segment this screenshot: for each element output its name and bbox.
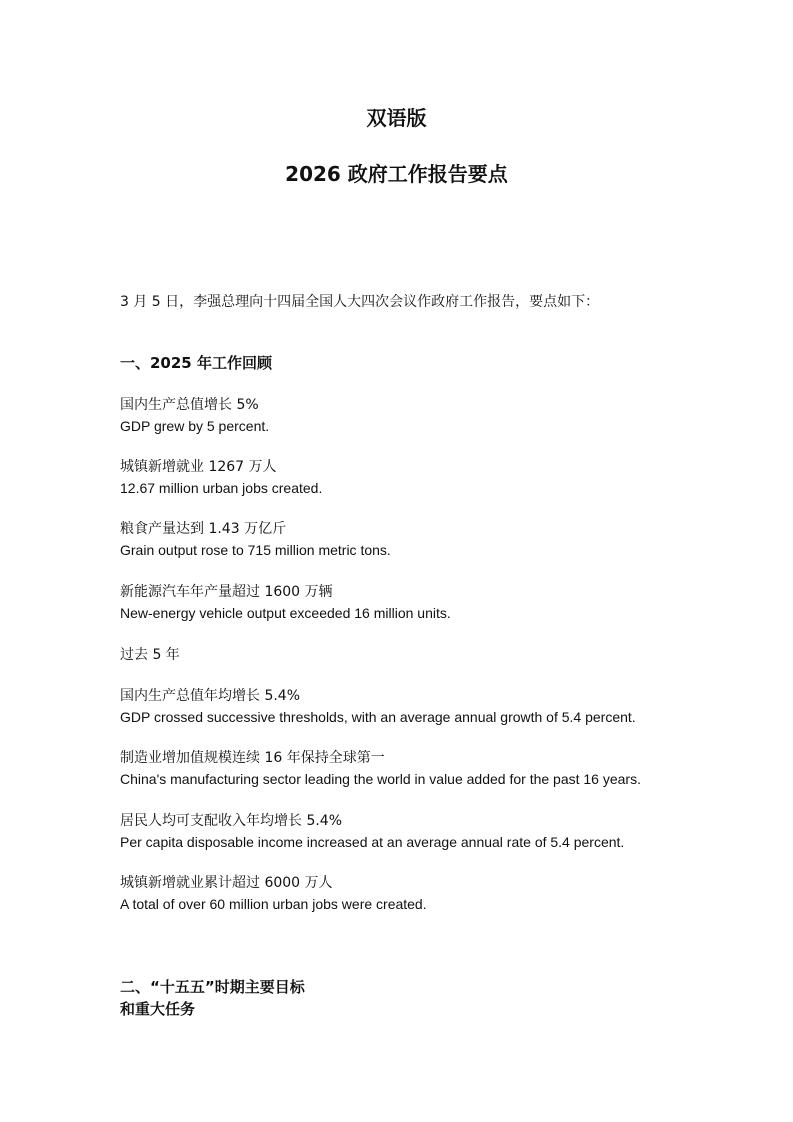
item-en-text: A total of over 60 million urban jobs were created. — [120, 896, 427, 912]
item-en-text: GDP grew by 5 percent. — [120, 418, 270, 434]
item-en-text: GDP crossed successive thresholds, with an average annual growth of 5.4 percent. — [120, 709, 636, 725]
list-item — [120, 582, 451, 623]
document-title-main: 2026 政府工作报告要点 — [285, 162, 508, 186]
list-item — [120, 748, 641, 789]
document-title-bilingual: 双语版 — [366, 106, 427, 130]
item-zh-text: 城镇新增就业累计超过 6000 万人 — [120, 875, 333, 891]
item-zh-text: 新能源汽车年产量超过 1600 万辆 — [120, 584, 333, 600]
item-zh-text: 制造业增加值规模连续 16 年保持全球第一 — [120, 750, 385, 766]
section-2-heading-continued: 和重大任务 — [120, 1000, 196, 1018]
section-2-heading: 二、“十五五”时期主要目标 — [120, 978, 305, 996]
item-zh-text: 居民人均可支配收入年均增长 5.4% — [120, 813, 343, 829]
item-en-text: New-energy vehicle output exceeded 16 million units. — [120, 605, 451, 621]
list-item — [120, 395, 269, 436]
list-item — [120, 519, 391, 560]
list-item — [120, 457, 322, 498]
item-zh-text: 城镇新增就业 1267 万人 — [120, 459, 277, 475]
item-en-text: China's manufacturing sector leading the world in value added for the past 16 years. — [120, 771, 641, 787]
item-zh-text: 国内生产总值增长 5% — [120, 397, 259, 413]
item-en-text: Grain output rose to 715 million metric tons. — [120, 542, 391, 558]
five-year-subheading: 过去 5 年 — [120, 647, 180, 663]
item-zh-text: 粮食产量达到 1.43 万亿斤 — [120, 521, 287, 537]
list-item — [120, 811, 624, 852]
item-en-text: 12.67 million urban jobs created. — [120, 480, 323, 496]
item-en-text: Per capita disposable income increased at an average annual rate of 5.4 percent. — [120, 834, 625, 850]
section-1-heading: 一、2025 年工作回顾 — [120, 354, 272, 372]
item-zh-text: 国内生产总值年均增长 5.4% — [120, 688, 301, 704]
list-item — [120, 873, 427, 914]
intro-paragraph: 3 月 5 日，李强总理向十四届全国人大四次会议作政府工作报告，要点如下： — [120, 294, 600, 310]
list-item — [120, 686, 636, 727]
